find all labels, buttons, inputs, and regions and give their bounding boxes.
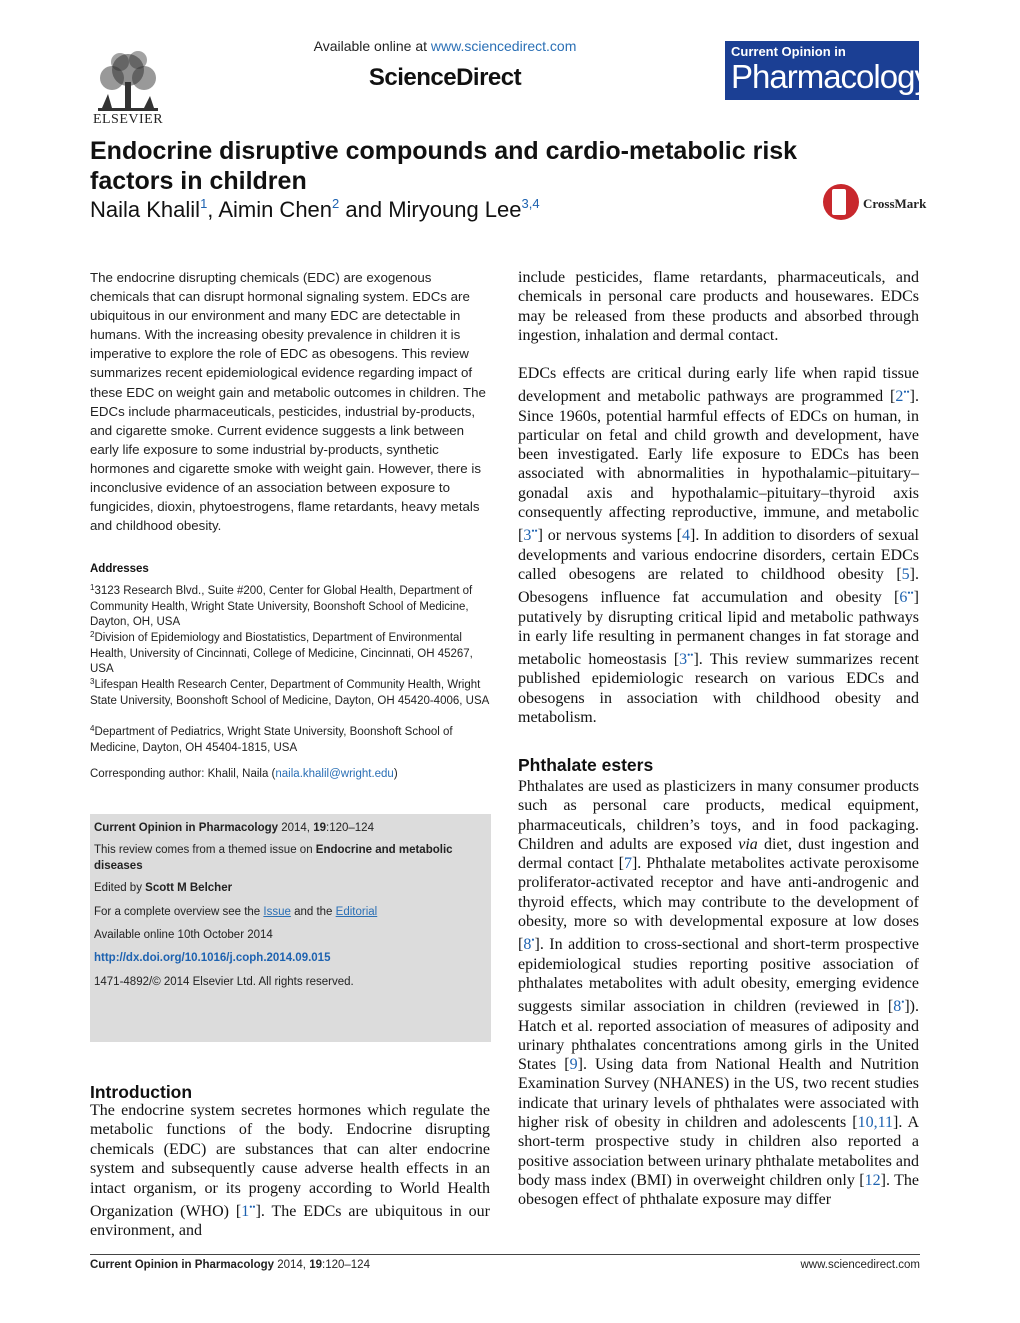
journal-logo-line1: Current Opinion in [731,44,846,59]
editor-label: Edited by [94,882,146,894]
crossmark-icon [823,184,859,220]
phthalate-heading: Phthalate esters [518,755,654,775]
editorial-link[interactable]: Editorial [335,906,378,918]
article-title: Endocrine disruptive compounds and cardio-metabolic risk factors in children [90,137,798,195]
introduction-heading: Introduction [90,1082,193,1102]
crossmark-badge[interactable] [823,184,927,222]
author-affiliation[interactable]: 2 [332,196,340,211]
available-online [300,38,590,54]
sciencedirect-wordmark: ScienceDirect [368,64,522,91]
author-affiliation[interactable]: 3,4 [521,196,540,211]
author-name: Miryoung Lee [388,197,522,222]
corr-suffix: ) [393,768,398,780]
theme-line [94,842,486,874]
address-text: Division of Epidemiology and Biostatistics, Department of Environmental Health, University of Cincinnati, College of Medicine, Cincinnati, OH 45267, USA [90,632,473,676]
article-info-box [90,814,491,1042]
citation-pages: :120–124 [326,822,374,834]
elsevier-wordmark: ELSEVIER [92,112,164,127]
address-number: 1 [90,583,95,592]
address-item [90,674,492,709]
overview-line [94,904,486,920]
address-item [90,580,492,631]
footer-year: 2014, [274,1259,310,1271]
footer-journal: Current Opinion in Pharmacology [90,1259,275,1271]
overview-label: For a complete overview see the [94,906,264,918]
introduction-text: The endocrine system secretes hormones which regulate the metabolic functions of the body. Endocrine disrupting chemicals (EDC) are substances that can alter endocrine system and subsequently cause adverse health effects in an intact organism, or its progeny according to World Health Organization (WHO) [1••]. The EDCs are ubiquitous in our environment, and [90,1102,490,1240]
address-text: Department of Pediatrics, Wright State University, Boonshoft School of Medicine, Dayton, OH 45404-1815, USA [90,726,453,754]
author-separator: and [339,197,389,222]
footer-url[interactable]: www.sciencedirect.com [800,1259,920,1271]
journal-logo [725,41,930,100]
address-number: 2 [90,630,95,639]
paragraph-critical-life: EDCs effects are critical during early life when rapid tissue development and metabolic pathways are programmed [2••]. Since 1960s, potential harmful effects of EDCs on human, in particular on fetal and child growth and development, have been investigated. Early life exposure to EDCs has been associated with abnormalities in hypothalamic–pituitary–gonadal axis and hypothalamic–pituitary–thyroid axis consequently affecting reproductive, immune, and metabolic [3••] or nervous systems [4]. In addition to disorders of sexual developments and various endocrine disorders, certain EDCs called obesogens are related to childhood obesity [5]. Obesogens influence fat accumulation and obesity [6••] putatively by disrupting critical lipid and metabolic pathways in early life resulting in permanent changes in fat storage and metabolic homeostasis [3••]. This review summarizes recent published epidemiologic research on various EDCs and obesogens in association with childhood obesity and metabolism. [518,365,920,727]
citation-volume: 19 [313,822,326,834]
author-name: Naila Khalil [90,197,201,222]
available-online-label: Available online at [313,38,431,54]
doi-link[interactable]: http://dx.doi.org/10.1016/j.coph.2014.09.015 [94,952,331,964]
overview-mid: and the [290,906,336,918]
corresponding-author [90,768,492,780]
addresses-heading: Addresses [90,563,149,575]
issue-link[interactable]: Issue [263,906,291,918]
author-affiliation[interactable]: 1 [200,196,208,211]
address-number: 3 [90,677,95,686]
corr-label: Corresponding author: Khalil, Naila ( [90,768,276,780]
footer-volume: 19 [309,1259,322,1271]
footer-rule [90,1254,920,1255]
footer-pages: :120–124 [322,1259,370,1271]
paragraph-continuation: include pesticides, flame retardants, pharmaceuticals, and chemicals in personal care products and housewares. EDCs may be released from these products and absorbed through ingestion, inhalation and dermal contact. [518,269,919,344]
author-name: Aimin Chen [218,197,333,222]
author-separator: , [207,197,219,222]
theme-title: Endocrine and metabolic diseases [94,844,453,872]
available-date: Available online 10th October 2014 [94,929,273,941]
paragraph-phthalates: Phthalates are used as plasticizers in many consumer products such as personal care products, medical equipment, pharmaceuticals, children’s toys, and in food packaging. Children and adults are exposed via diet, dust ingestion and dermal contact [7]. Phthalate metabolites activate peroxisome proliferator-activated receptor and have anti-androgenic and thyroid effects, which may contribute to the development of obesity, more so with developmental exposure at low doses [8•]. In addition to cross-sectional and short-term prospective epidemiological studies reporting positive association of phthalates metabolites with adult obesity, emerging evidence suggests similar association in children (reviewed in [8•]). Hatch et al. reported association of measures of adiposity and urinary phthalates concentrations among girls in the United States [9]. Using data from National Health and Nutrition Examination Survey (NHANES) in the US, two recent studies indicate that urinary levels of phthalates were associated with higher risk of obesity in children and adolescents [10,11]. A short-term prospective study in children also reported a positive association between urinary phthalate metabolites and body mass index (BMI) in overweight children only [12]. The obesogen effect of phthalate exposure may differ [518,778,920,1209]
sciencedirect-link[interactable]: www.sciencedirect.com [430,38,577,54]
citation-line [94,820,486,836]
address-text: Lifespan Health Research Center, Department of Community Health, Wright State University, Boonshoft School of Medicine, Dayton, OH 45420-4006, USA [90,679,490,707]
copyright: 1471-4892/© 2014 Elsevier Ltd. All rights reserved. [94,976,354,988]
footer-citation [90,1259,370,1271]
abstract: The endocrine disrupting chemicals (EDC) are exogenous chemicals that can disrupt hormonal signaling system. EDCs are ubiquitous in our environment and many EDC are detectable in humans. With the increasing obesity prevalence in children it is imperative to explore the role of EDC as obesogens. This review summarizes recent epidemiological evidence regarding impact of these EDC on weight gain and metabolic outcomes in children. The EDCs include pharmaceuticals, pesticides, industrial by-products, and cigarette smoke. Current evidence suggests a link between early life exposure to some industrial by-products, synthetic hormones and cigarette smoke with weight gain. However, there is inconclusive evidence of an association between exposure to fungicides, dioxin, phytoestrogens, flame retardants, heavy metals and childhood obesity. [90,270,486,534]
citation-year: 2014, [278,822,314,834]
editor-name: Scott M Belcher [145,882,233,894]
address-item [90,721,492,756]
journal-logo-line2: Pharmacology [731,58,930,95]
corr-email-link[interactable]: naila.khalil@wright.edu [275,768,394,780]
address-number: 4 [90,724,95,733]
editor-line [94,880,486,896]
journal-name: Current Opinion in Pharmacology [94,822,279,834]
crossmark-label: CrossMark [863,196,927,211]
address-item [90,627,492,678]
theme-label: This review comes from a themed issue on [94,844,316,856]
author-list [90,196,790,223]
address-text: 3123 Research Blvd., Suite #200, Center for Global Health, Department of Community Health, Wright State University, Boonshoft School of Medicine, Dayton, OH, USA [90,585,473,629]
